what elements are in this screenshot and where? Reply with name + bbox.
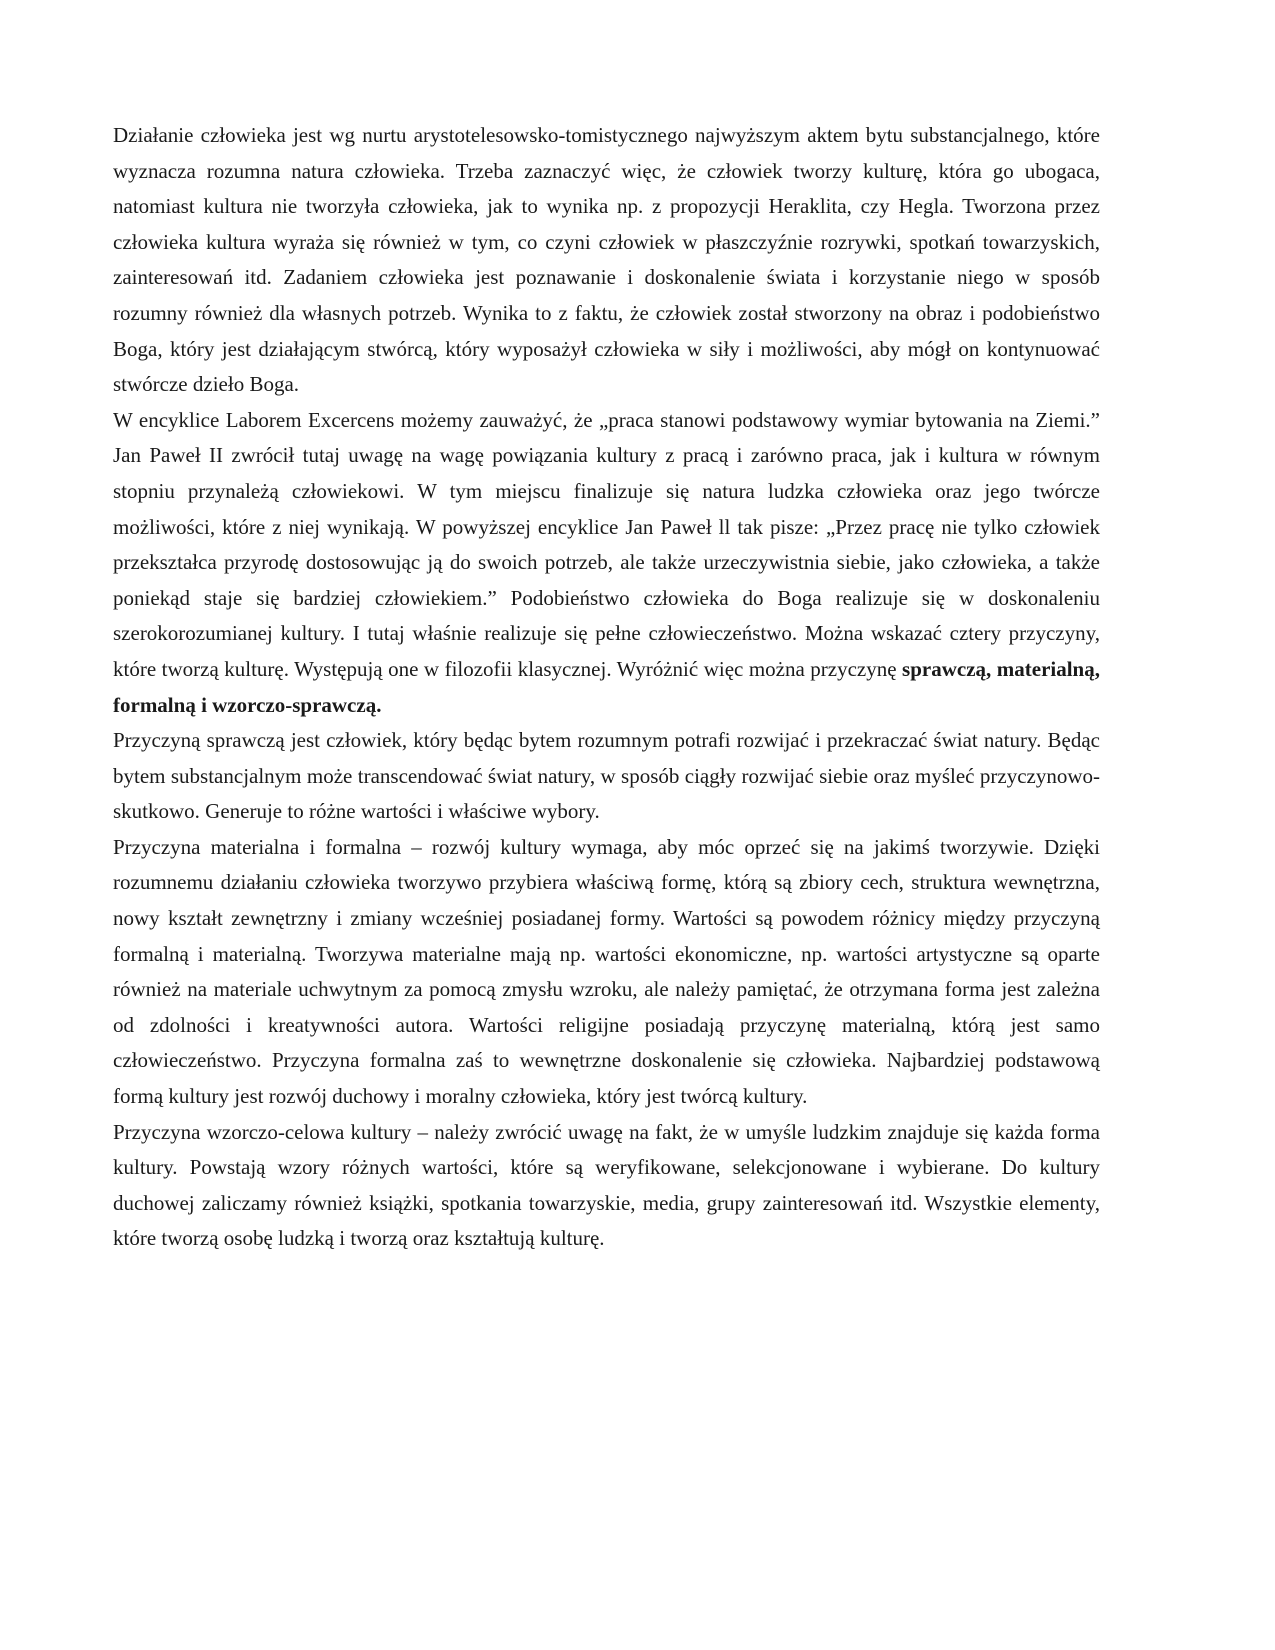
paragraph-2-text: W encyklice Laborem Excercens możemy zauważyć, że „praca stanowi podstawowy wymiar bytowania na Ziemi.” Jan Paweł II zwrócił tutaj uwagę na wagę powiązania kultury z pracą i zarówno praca, jak i kultura w równym stopniu przynależą człowiekowi. W tym miejscu finalizuje się natura ludzka człowieka oraz jego twórcze możliwości, które z niej wynikają. W powyższej encyklice Jan Paweł ll tak pisze: „Przez pracę nie tylko człowiek przekształca przyrodę dostosowując ją do swoich potrzeb, ale także urzeczywistnia siebie, jako człowieka, a także poniekąd staje się bardziej człowiekiem.” Podobieństwo człowieka do Boga realizuje się w doskonaleniu szerokorozumianej kultury. I tutaj właśnie realizuje się pełne człowieczeństwo. Można wskazać cztery przyczyny, które tworzą kulturę. Występują one w filozofii klasycznej. Wyróżnić więc można przyczynę [113, 407, 1100, 681]
paragraph-1: Działanie człowieka jest wg nurtu arystotelesowsko-tomistycznego najwyższym aktem bytu substancjalnego, które wyznacza rozumna natura człowieka. Trzeba zaznaczyć więc, że człowiek tworzy kulturę, która go ubogaca, natomiast kultura nie tworzyła człowieka, jak to wynika np. z propozycji Heraklita, czy Hegla. Tworzona przez człowieka kultura wyraża się również w tym, co czyni człowiek w płaszczyźnie rozrywki, spotkań towarzyskich, zainteresowań itd. Zadaniem człowieka jest poznawanie i doskonalenie świata i korzystanie niego w sposób rozumny również dla własnych potrzeb. Wynika to z faktu, że człowiek został stworzony na obraz i podobieństwo Boga, który jest działającym stwórcą, który wyposażył człowieka w siły i możliwości, aby mógł on kontynuować stwórcze dzieło Boga. [113, 123, 1100, 397]
paragraph-3: Przyczyną sprawczą jest człowiek, który będąc bytem rozumnym potrafi rozwijać i przekraczać świat natury. Będąc bytem substancjalnym może transcendować świat natury, w sposób ciągły rozwijać siebie oraz myśleć przyczynowo-skutkowo. Generuje to różne wartości i właściwe wybory. [113, 728, 1100, 824]
paragraph-2 [113, 403, 1100, 723]
paragraph-2-bold: sprawczą, materialną, formalną i wzorczo-sprawczą. [113, 656, 1100, 717]
paragraph-4: Przyczyna materialna i formalna – rozwój kultury wymaga, aby móc oprzeć się na jakimś tworzywie. Dzięki rozumnemu działaniu człowieka tworzywo przybiera właściwą formę, którą są zbiory cech, struktura wewnętrzna, nowy kształt zewnętrzny i zmiany wcześniej posiadanej formy. Wartości są powodem różnicy między przyczyną formalną i materialną. Tworzywa materialne mają np. wartości ekonomiczne, np. wartości artystyczne są oparte również na materiale uchwytnym za pomocą zmysłu wzroku, ale należy pamiętać, że otrzymana forma jest zależna od zdolności i kreatywności autora. Wartości religijne posiadają przyczynę materialną, którą jest samo człowieczeństwo. Przyczyna formalna zaś to wewnętrzne doskonalenie się człowieka. Najbardziej podstawową formą kultury jest rozwój duchowy i moralny człowieka, który jest twórcą kultury. [113, 834, 1100, 1109]
paragraph-5: Przyczyna wzorczo-celowa kultury – należy zwrócić uwagę na fakt, że w umyśle ludzkim znajduje się każda forma kultury. Powstają wzory różnych wartości, które są weryfikowane, selekcjonowane i wybierane. Do kultury duchowej zaliczamy również książki, spotkania towarzyskie, media, grupy zainteresowań itd. Wszystkie elementy, które tworzą osobę ludzką i tworzą oraz kształtują kulturę. [113, 1119, 1100, 1251]
document-page [113, 118, 1100, 1257]
